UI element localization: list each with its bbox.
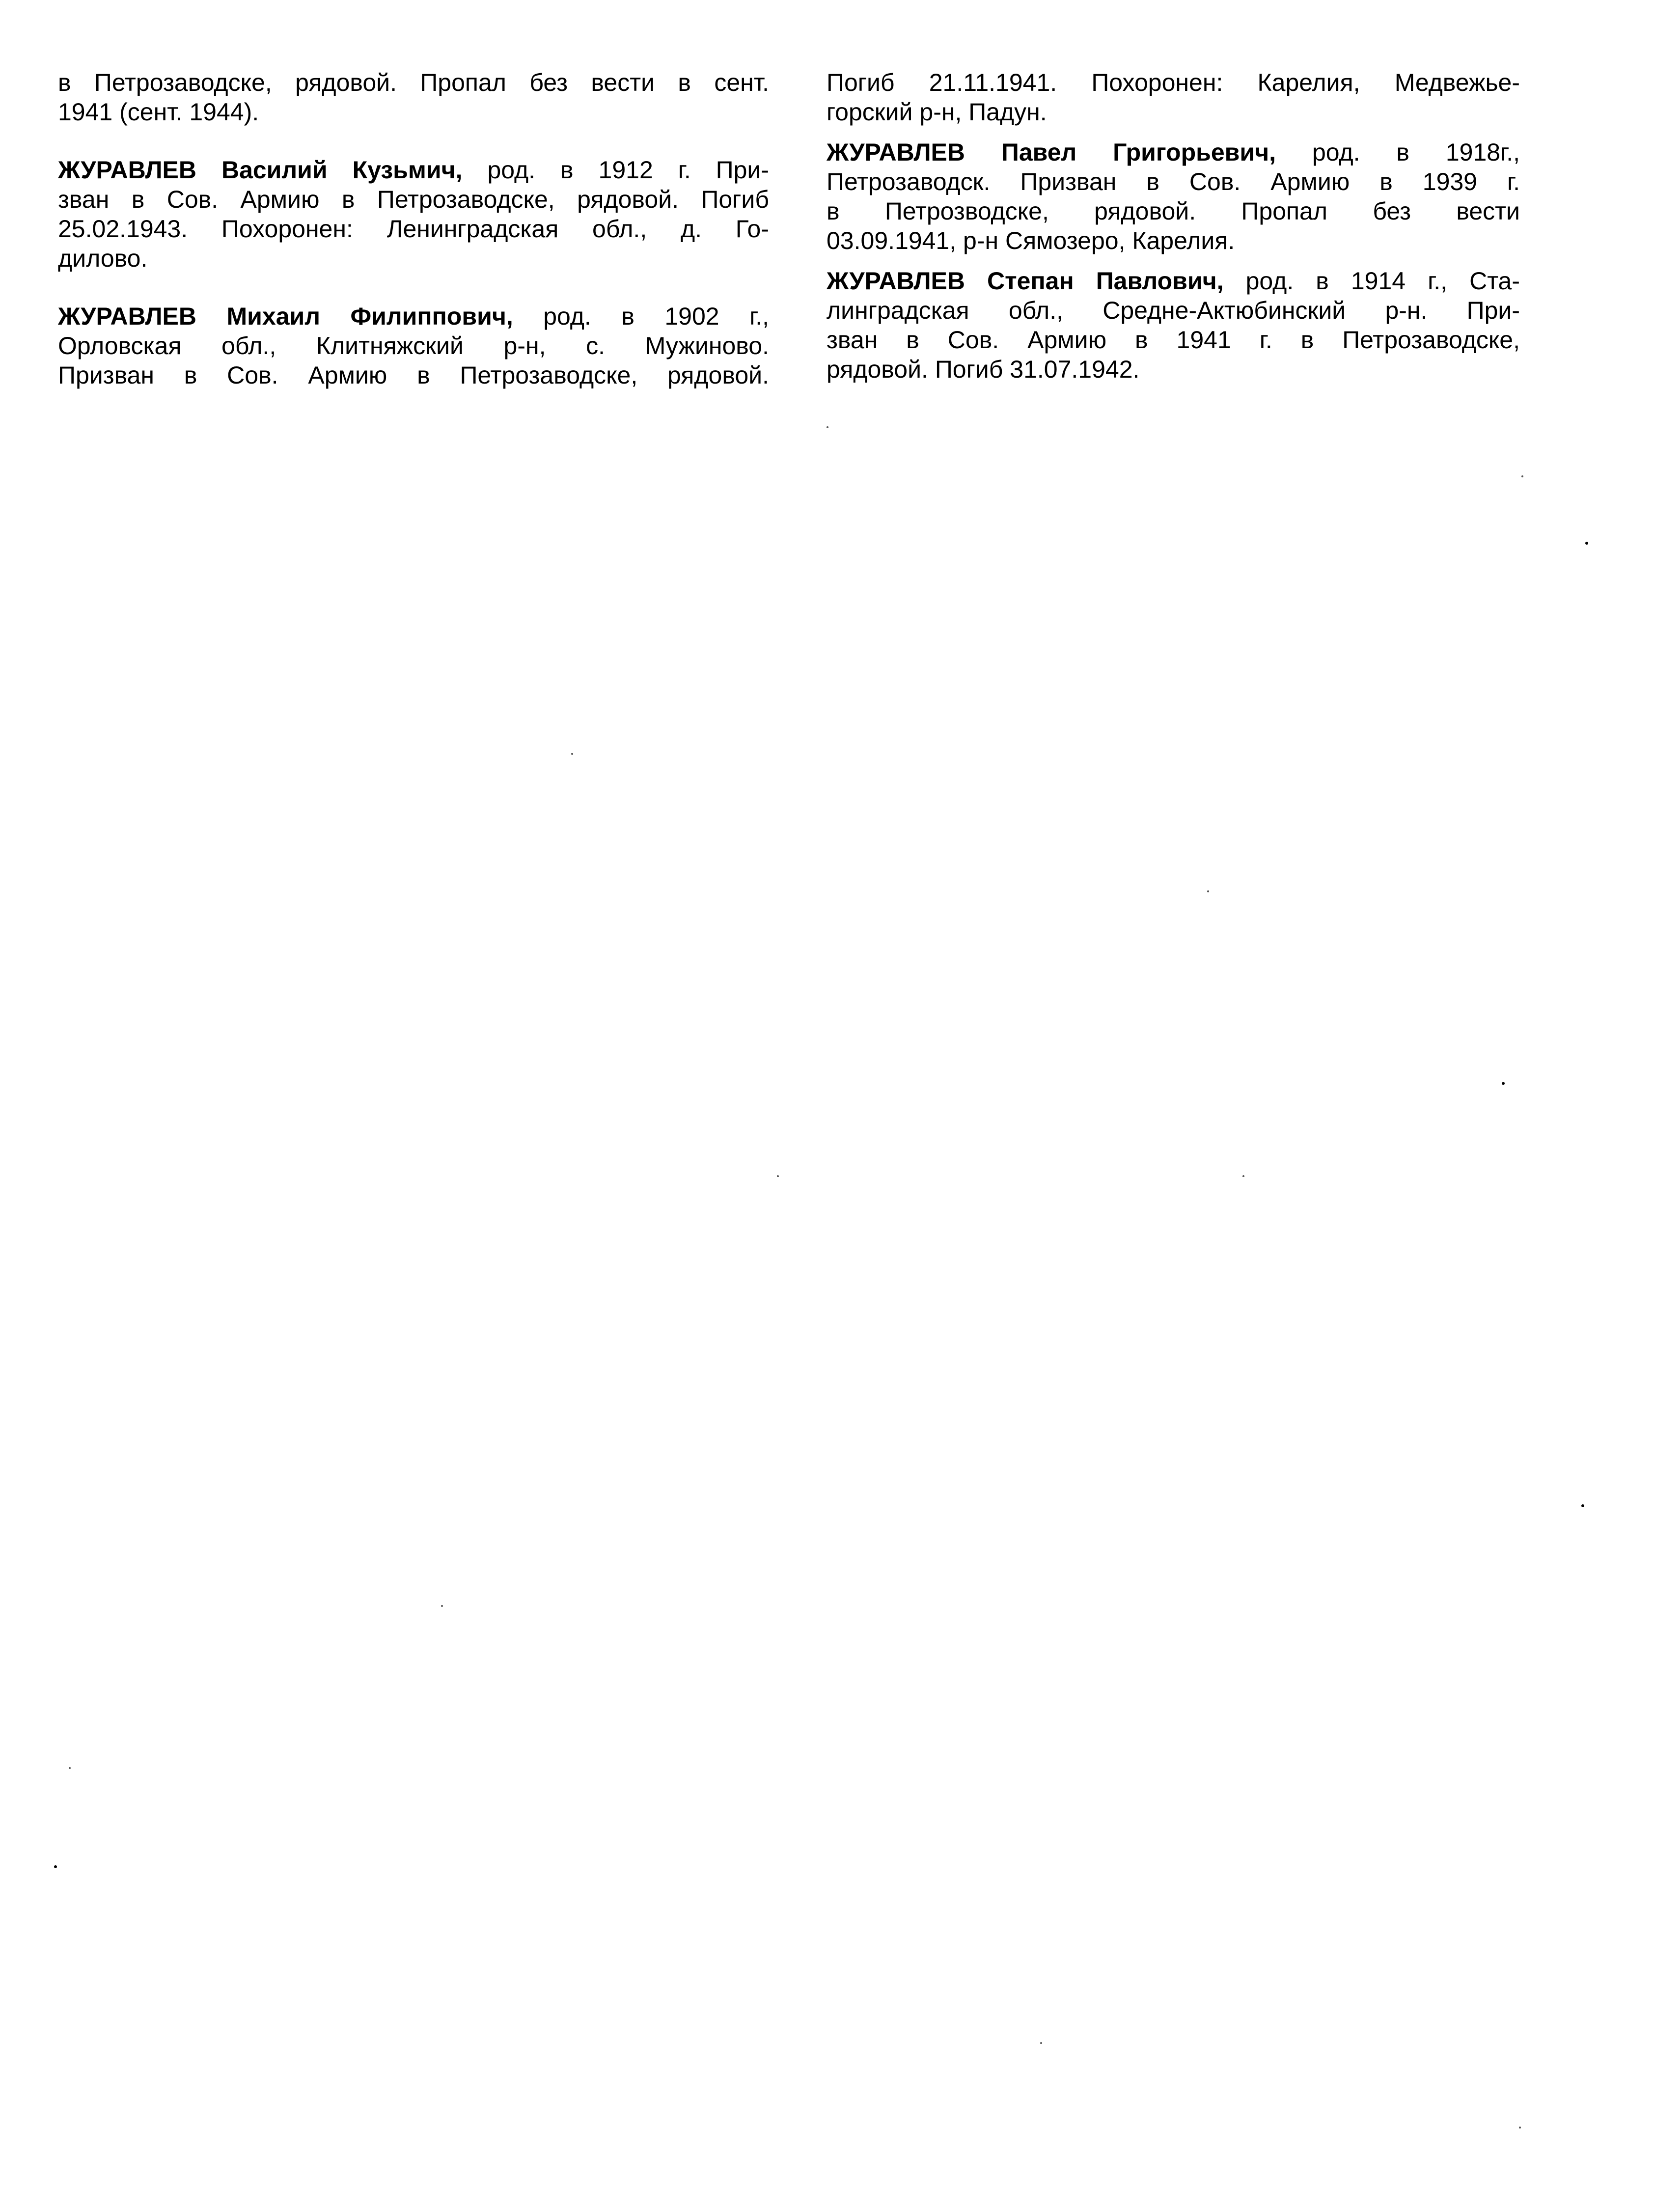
entry-text: род. в 1918г., [1276,138,1520,166]
entry-text-line: Погиб 21.11.1941. Похоронен: Карелия, Медвежье- [827,69,1520,96]
entry-text-line: Петрозаводск. Призван в Сов. Армию в 1939 г. [827,168,1520,195]
entry-continuation [58,68,769,127]
entry-text-line: рядовой. Погиб 31.07.1942. [827,356,1140,383]
scan-speck [1581,1504,1584,1507]
scan-speck [777,1175,779,1177]
scan-speck [571,753,573,755]
scan-speck [1521,475,1523,477]
scan-speck [69,1767,71,1769]
scan-speck [827,426,828,428]
entry-continuation [827,68,1520,127]
scan-speck [1519,2127,1521,2129]
person-name: ЖУРАВЛЕВ Павел Григорьевич, [827,138,1276,166]
scan-speck [54,1865,57,1868]
entry-text-line: Призван в Сов. Армию в Петрозаводске, рядовой. [58,361,769,389]
entry-text-line: дилово. [58,245,148,272]
scan-speck [1040,2042,1042,2044]
person-name: ЖУРАВЛЕВ Василий Кузьмич, [58,156,463,184]
entry-text-line: Орловская обл., Клитняжский р-н, с. Мужиново. [58,332,769,359]
entry-zhuravlev-stepan [827,266,1520,384]
entry-text: род. в 1912 г. При- [462,156,770,184]
entry-first-line [58,155,769,185]
scan-speck [1585,542,1588,545]
scan-speck [1207,890,1209,892]
scan-speck [441,1605,443,1607]
entry-first-line [58,302,769,331]
entry-text-line: зван в Сов. Армию в 1941 г. в Петрозаводске, [827,326,1520,354]
entry-zhuravlev-vasiliy [58,155,769,273]
scan-speck [1242,1175,1244,1177]
entry-text-line: 03.09.1941, р-н Сямозеро, Карелия. [827,227,1235,254]
entry-text-line: в Петрозводске, рядовой. Пропал без вести [827,197,1520,225]
entry-text-line: зван в Сов. Армию в Петрозаводске, рядовой. Погиб [58,186,769,213]
entry-text: род. в 1914 г., Ста- [1223,267,1520,295]
entry-text-line: 1941 (сент. 1944). [58,98,259,126]
entry-text: род. в 1902 г., [513,303,770,330]
entry-text-line: линградская обл., Средне-Актюбинский р-н. При- [827,297,1520,324]
person-name: ЖУРАВЛЕВ Михаил Филиппович, [58,303,513,330]
entry-text-line: горский р-н, Падун. [827,98,1047,126]
entry-text-line: в Петрозаводске, рядовой. Пропал без вести в сент. [58,69,769,96]
entry-zhuravlev-pavel [827,138,1520,255]
scan-speck [1502,1082,1505,1085]
entry-text-line: 25.02.1943. Похоронен: Ленинградская обл., д. Го- [58,215,769,243]
right-column [827,68,1520,384]
entry-zhuravlev-mikhail [58,302,769,390]
entry-first-line [827,138,1520,167]
person-name: ЖУРАВЛЕВ Степан Павлович, [827,267,1224,295]
left-column [58,68,769,390]
entry-first-line [827,266,1520,296]
